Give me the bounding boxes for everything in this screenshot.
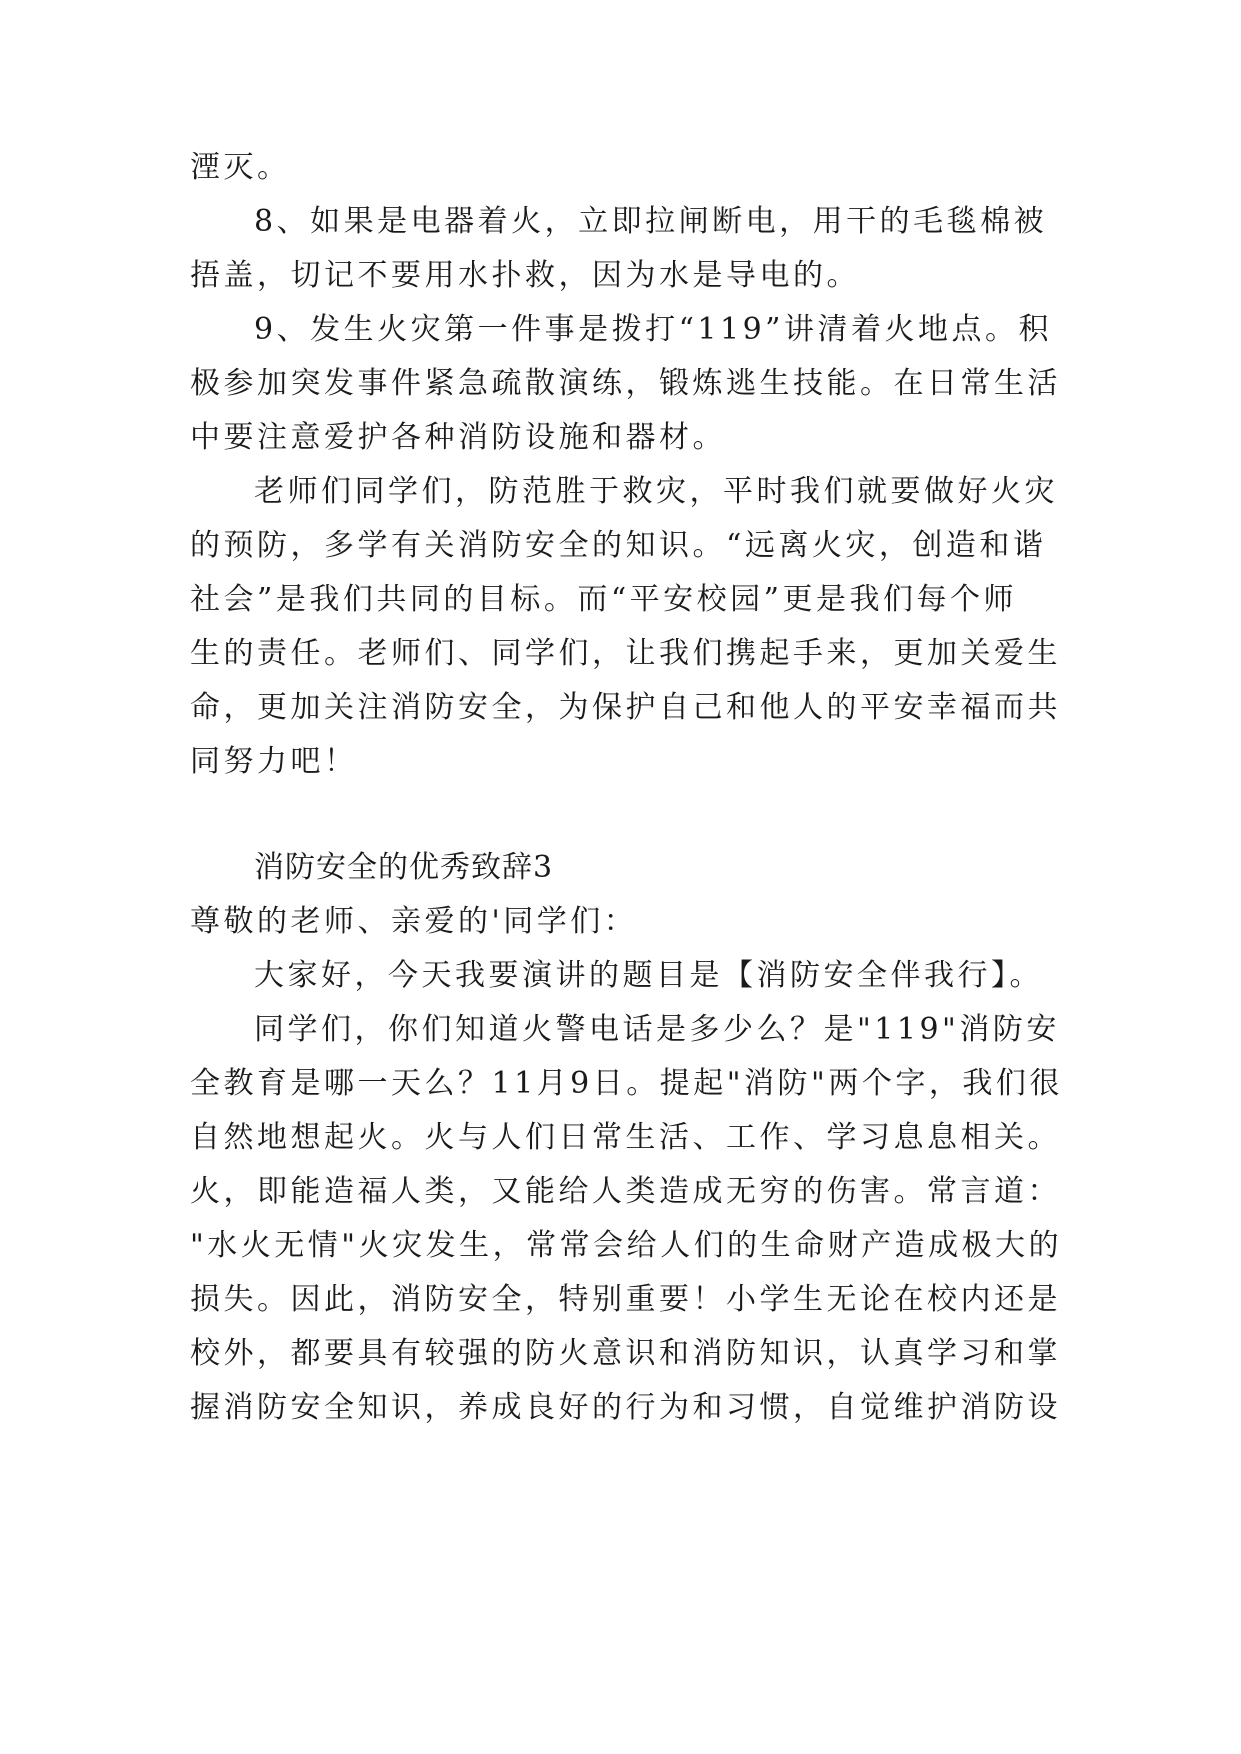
text-line: 中要注意爱护各种消防设施和器材。 (190, 420, 726, 455)
text-line: 全教育是哪一天么？11月9日。提起"消防"两个字，我们很 (190, 1066, 1063, 1101)
text-line: 校外，都要具有较强的防火意识和消防知识，认真学习和掌 (190, 1336, 1061, 1371)
text-line: 自然地想起火。火与人们日常生活、工作、学习息息相关。 (190, 1120, 1061, 1155)
text-line: 8、如果是电器着火，立即拉闸断电，用干的毛毯棉被 (254, 204, 1048, 239)
text-line: 同努力吧！ (190, 744, 358, 779)
text-line: 握消防安全知识，养成良好的行为和习惯，自觉维护消防设 (190, 1390, 1061, 1425)
section-heading: 消防安全的优秀致辞3 (254, 850, 554, 885)
text-line: 老师们同学们，防范胜于救灾，平时我们就要做好火灾 (254, 474, 1058, 509)
text-line: 捂盖，切记不要用水扑救，因为水是导电的。 (190, 258, 860, 293)
text-line: 火，即能造福人类，又能给人类造成无穷的伤害。常言道： (190, 1174, 1061, 1209)
text-line: "水火无情"火灾发生，常常会给人们的生命财产造成极大的 (190, 1228, 1063, 1263)
text-line: 生的责任。老师们、同学们，让我们携起手来，更加关爱生 (190, 636, 1061, 671)
text-line: 同学们，你们知道火警电话是多少么？是"119"消防安 (254, 1012, 1060, 1047)
text-line: 命，更加关注消防安全，为保护自己和他人的平安幸福而共 (190, 690, 1061, 725)
salutation: 尊敬的老师、亲爱的'同学们： (190, 904, 638, 939)
text-line: 的预防，多学有关消防安全的知识。“远离火灾，创造和谐 (190, 528, 1047, 563)
text-line: 大家好，今天我要演讲的题目是【消防安全伴我行】。 (254, 958, 1043, 993)
text-line: 极参加突发事件紧急疏散演练，锻炼逃生技能。在日常生活 (190, 366, 1061, 401)
text-line: 社会”是我们共同的目标。而“平安校园”更是我们每个师 (190, 582, 1018, 617)
text-line: 9、发生火灾第一件事是拨打“119”讲清着火地点。积 (254, 312, 1053, 347)
text-line: 湮灭。 (190, 150, 291, 185)
text-line: 损失。因此，消防安全，特别重要！小学生无论在校内还是 (190, 1282, 1061, 1317)
